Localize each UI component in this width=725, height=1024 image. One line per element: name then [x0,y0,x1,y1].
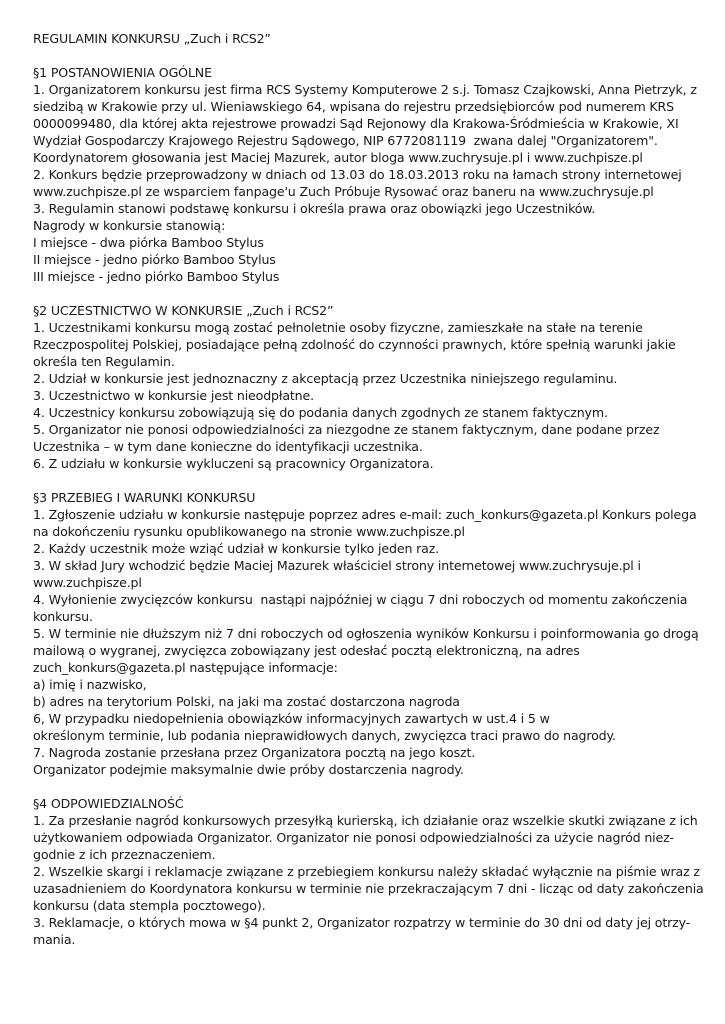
section-2 [33,302,688,472]
section-heading: §2 UCZESTNICTWO W KONKURSIE „Zuch i RCS2” [33,303,334,318]
text-line: konkursu (data stempla pocztowego). [33,898,266,913]
text-line: I miejsce - dwa piórka Bamboo Stylus [33,235,264,250]
text-line: określonym terminie, lub podania nieprawidłowych danych, zwycięzca traci prawo do nagrody. [33,728,616,743]
text-line: Rzeczpospolitej Polskiej, posiadające pełną zdolność do czynności prawnych, które spełnią warunki jakie [33,337,676,352]
text-line: II miejsce - jedno piórko Bamboo Stylus [33,252,276,267]
text-line: mailową o wygranej, zwycięzca zobowiązany jest odesłać pocztą elektroniczną, na adres [33,643,580,658]
text-line: 1. Organizatorem konkursu jest firma RCS Systemy Komputerowe 2 s.j. Tomasz Czajkowski, Anna Pietrzyk, z [33,82,697,97]
text-line: na dokończeniu rysunku opublikowanego na stronie www.zuchpisze.pl [33,524,465,539]
text-line: 6. Z udziału w konkursie wykluczeni są pracownicy Organizatora. [33,456,434,471]
text-line: 2. Konkurs będzie przeprowadzony w dniach od 13.03 do 18.03.2013 roku na łamach strony internetowej [33,167,682,182]
regulation-document [33,30,704,948]
text-line: Nagrody w konkursie stanowią: [33,218,226,233]
text-line: użytkowaniem odpowiada Organizator. Organizator nie ponosi odpowiedzialności za użycie nagród niez- [33,830,674,845]
section-body [33,812,704,948]
text-line: www.zuchpisze.pl ze wsparciem fanpage'u Zuch Próbuje Rysować oraz baneru na www.zuchrysuje.pl [33,184,654,199]
text-line: 1. Uczestnikami konkursu mogą zostać pełnoletnie osoby fizyczne, zamieszkałe na stałe na terenie [33,320,643,335]
text-line: 2. Każdy uczestnik może wziąć udział w konkursie tylko jeden raz. [33,541,440,556]
text-line: mania. [33,932,76,947]
text-line: godnie z ich przeznaczeniem. [33,847,216,862]
text-line: www.zuchpisze.pl [33,575,142,590]
section-body [33,81,697,285]
text-line: Organizator podejmie maksymalnie dwie próby dostarczenia nagrody. [33,762,464,777]
text-line: 1. Zgłoszenie udziału w konkursie następuje poprzez adres e-mail: zuch_konkurs@gazeta.pl Konkurs polega [33,507,697,522]
section-heading: §4 ODPOWIEDZIALNOŚĆ [33,796,184,811]
text-line: 6, W przypadku niedopełnienia obowiązków informacyjnych zawartych w ust.4 i 5 w [33,711,550,726]
text-line: 3. Uczestnictwo w konkursie jest nieodpłatne. [33,388,314,403]
text-line: b) adres na terytorium Polski, na jaki ma zostać dostarczona nagroda [33,694,460,709]
text-line: określa ten Regulamin. [33,354,175,369]
document-title: REGULAMIN KONKURSU „Zuch i RCS2” [33,31,271,46]
section-body [33,319,688,472]
text-line: uzasadnieniem do Koordynatora konkursu w terminie nie przekraczającym 7 dni - licząc od daty zakończenia [33,881,704,896]
text-line: konkursu. [33,609,93,624]
text-line: Wydział Gospodarczy Krajowego Rejestru Sądowego, NIP 6772081119 zwana dalej "Organizatorem". [33,133,658,148]
text-line: 5. Organizator nie ponosi odpowiedzialności za niezgodne ze stanem faktycznym, dane podane przez [33,422,660,437]
section-heading: §1 POSTANOWIENIA OGÓLNE [33,65,212,80]
text-line: 5. W terminie nie dłuższym niż 7 dni roboczych od ogłoszenia wyników Konkursu i poinformowania go drogą [33,626,699,641]
text-line: 1. Za przesłanie nagród konkursowych przesyłką kurierską, ich działanie oraz wszelkie skutki związane z ich [33,813,698,828]
text-line: siedzibą w Krakowie przy ul. Wieniawskiego 64, wpisana do rejestru przedsiębiorców pod numerem KRS [33,99,674,114]
text-line: 3. Regulamin stanowi podstawę konkursu i określa prawa oraz obowiązki jego Uczestników. [33,201,596,216]
text-line: 0000099480, dla której akta rejestrowe prowadzi Sąd Rejonowy dla Krakowa-Śródmieścia w Krakowie, XI [33,116,679,131]
text-line: 3. W skład Jury wchodzić będzie Maciej Mazurek właściciel strony internetowej www.zuchrysuje.pl i [33,558,641,573]
section-heading: §3 PRZEBIEG I WARUNKI KONKURSU [33,490,256,505]
text-line: III miejsce - jedno piórko Bamboo Stylus [33,269,280,284]
text-line: a) imię i nazwisko, [33,677,147,692]
text-line: 2. Wszelkie skargi i reklamacje związane z przebiegiem konkursu należy składać wyłącznie na piśmie wraz z [33,864,700,879]
text-line: Koordynatorem głosowania jest Maciej Mazurek, autor bloga www.zuchrysuje.pl i www.zuchpisze.pl [33,150,643,165]
section-4 [33,795,704,948]
text-line: 4. Wyłonienie zwycięzców konkursu nastąpi najpóźniej w ciągu 7 dni roboczych od momentu zakończenia [33,592,688,607]
section-body [33,506,699,778]
text-line: 7. Nagroda zostanie przesłana przez Organizatora pocztą na jego koszt. [33,745,476,760]
section-1 [33,64,697,285]
text-line: Uczestnika – w tym dane konieczne do identyfikacji uczestnika. [33,439,423,454]
text-line: 3. Reklamacje, o których mowa w §4 punkt 2, Organizator rozpatrzy w terminie do 30 dni od daty jej otrzy- [33,915,691,930]
text-line: 4. Uczestnicy konkursu zobowiązują się do podania danych zgodnych ze stanem faktycznym. [33,405,608,420]
section-3 [33,489,699,778]
text-line: zuch_konkurs@gazeta.pl następujące informacje: [33,660,338,675]
text-line: 2. Udział w konkursie jest jednoznaczny z akceptacją przez Uczestnika niniejszego regulaminu. [33,371,618,386]
